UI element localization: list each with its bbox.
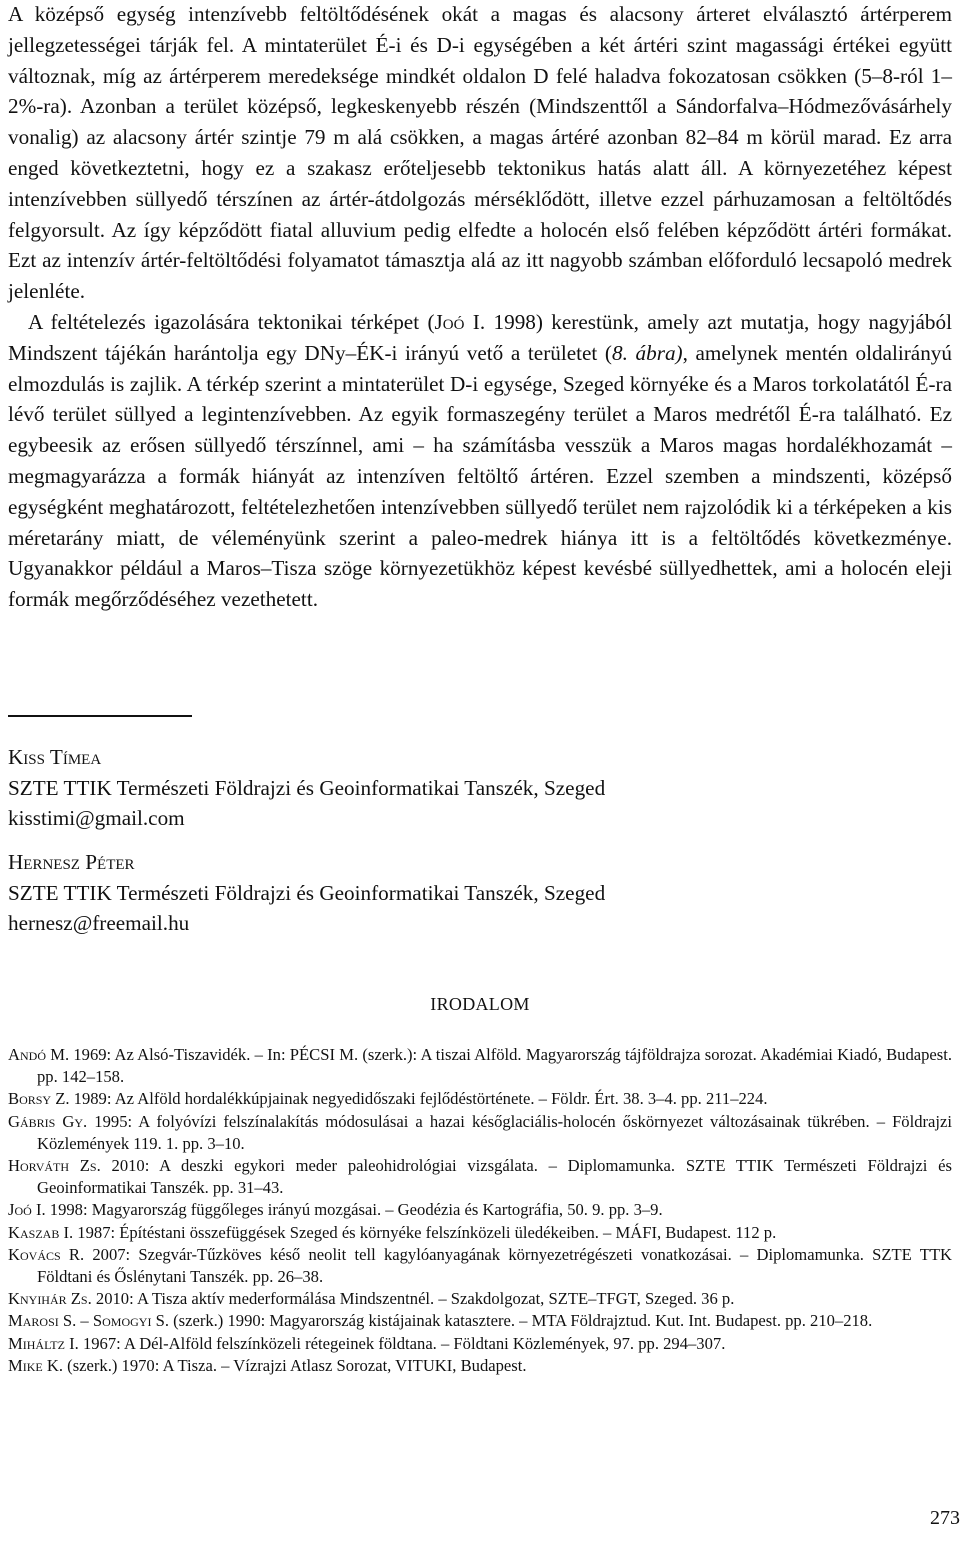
paragraph-2-text-c: , amelynek mentén oldalirányú elmozdulás is zajlik. A térkép szerint a mintaterület D-i egysége, Szeged környéke és a Maros torkolatától É-ra lévő terület süllyed a legintenzívebben. Az egyik formaszegény terület a Maros medrétől É-ra található. Ez egybeesik az erősen süllyedő térszínnel, ami – ha számításba vesszük a Maros magas hordalékhozamát – megmagyarázza a formák hiányát az intenzíven feltöltő ártéren. Ezzel szemben a mindszenti, középső egységként meghatározott, feltételezhetően intenzívebben süllyedő terület nem rajzolódik ki a térképeken a kis méretarány miatt, de véleményünk szerint a paleo-medrek hiánya itt is a feltöltődés következménye. Ugyanakkor például a Maros–Tisza szöge környezetükhöz képest kevésbé süllyedhettek, ami a holocén eleji formák megőrződéséhez vezethetett. — [8, 340, 952, 612]
author-block-2 — [8, 847, 605, 939]
reference-author: Borsy Z. — [8, 1089, 70, 1109]
reference-author: Andó M. — [8, 1045, 70, 1064]
reference-author: Joó I. — [8, 1200, 46, 1220]
body-paragraph-2 — [8, 307, 952, 615]
reference-item — [8, 1155, 952, 1199]
reference-item — [8, 1355, 952, 1377]
reference-item — [8, 1199, 952, 1221]
author-email[interactable]: kisstimi@gmail.com — [8, 806, 185, 830]
reference-text: (szerk.) 1990: Magyarország kistájainak katasztere. – MTA Földrajztud. Kut. Int. Budapest. pp. 210–218. — [168, 1311, 873, 1331]
reference-item — [8, 1088, 952, 1110]
reference-text: 2010: A Tisza aktív mederformálása Mindszentnél. – Szakdolgozat, SZTE–TFGT, Szeged. 36 p. — [91, 1289, 735, 1309]
reference-item — [8, 1222, 952, 1244]
reference-item — [8, 1244, 952, 1288]
reference-author: Marosi S. – Somogyi S. — [8, 1311, 169, 1331]
page-number: 273 — [930, 1507, 960, 1529]
reference-author: Knyihár Zs. — [8, 1289, 92, 1309]
reference-text: 1969: Az Alsó-Tiszavidék. – In: PÉCSI M. (szerk.): A tiszai Alföld. Magyarország tájföldrajza sorozat. Akadémiai Kiadó, Budapest. pp. 142–158. — [37, 1045, 952, 1087]
reference-text: 2007: Szegvár-Tűzköves késő neolit tell kagylóanyagának környezetrégészeti vonatkozásai. – Diplomamunka. SZTE TTK Földtani és Őslénytani Tanszék. pp. 26–38. — [37, 1244, 952, 1287]
reference-item — [8, 1111, 952, 1155]
author-block-1 — [8, 742, 605, 834]
reference-text: (szerk.) 1970: A Tisza. – Vízrajzi Atlasz Sorozat, VITUKI, Budapest. — [63, 1355, 527, 1375]
references-list — [8, 1044, 952, 1377]
reference-author: Kovács R. — [8, 1244, 85, 1264]
article-body — [8, 0, 952, 615]
reference-text: 1987: Építéstani összefüggések Szeged és környéke felszínközeli üledékeiben. – MÁFI, Budapest. 112 p. — [73, 1222, 777, 1242]
reference-item — [8, 1310, 952, 1332]
paragraph-2-text-a: A feltételezés igazolására tektonikai térképet ( — [28, 309, 435, 334]
reference-item — [8, 1288, 952, 1310]
citation-author: Joó — [434, 309, 465, 334]
reference-author: Horváth Zs. — [8, 1156, 101, 1176]
reference-item — [8, 1333, 952, 1355]
reference-item — [8, 1044, 952, 1088]
separator-rule — [8, 715, 192, 717]
reference-text: 2010: A deszki egykori meder paleohidrológiai vizsgálata. – Diplomamunka. SZTE TTIK Természeti Földrajzi és Geoinformatikai Tanszék. pp. 31–43. — [37, 1156, 952, 1198]
body-paragraph-1: A középső egység intenzívebb feltöltődésének okát a magas és alacsony árteret elválasztó ártérperem jellegzetességei tárják fel. A mintaterület É-i és D-i egységében a két ártéri szint magassági értékei együtt változnak, míg az ártérperem meredeksége mindkét oldalon D felé haladva fokozatosan csökken (5–8-ról 1–2%-ra). Azonban a terület középső, legkeskenyebb részén (Mindszenttől a Sándorfalva–Hódmezővásárhely vonalig) az alacsony ártér szintje 79 m alá csökken, a magas ártéré azonban 82–84 m körül marad. Ez arra enged következtetni, hogy ez a szakasz erőteljesebb tektonikus hatás alatt áll. A környezetéhez képest intenzívebben süllyedő térszínen az ártér-átdolgozás mérséklődött, illetve ezzel párhuzamosan a feltöltődés felgyorsult. Az így képződött fiatal alluvium pedig elfedte a holocén első felében képződött ártéri formákat. Ezt az intenzív ártér-feltöltődési folyamatot támasztja alá az itt nagyobb számban előforduló lecsapoló medrek jelenléte. — [8, 2, 952, 304]
reference-author: Miháltz I. — [8, 1333, 79, 1353]
paragraph-2-text-b: I. 1998) kerestünk, amely azt mutatja, hogy nagyjából Mindszent tájékán harántolja egy DNy–ÉK-i irányú vető a területet ( — [8, 309, 952, 365]
references-heading: IRODALOM — [430, 994, 530, 1014]
author-affiliation: SZTE TTIK Természeti Földrajzi és Geoinformatikai Tanszék, Szeged — [8, 880, 606, 905]
reference-text: 1989: Az Alföld hordalékkúpjainak negyedidőszaki fejlődéstörténete. – Földr. Ért. 38. 3–4. pp. 211–224. — [69, 1089, 768, 1109]
reference-author: Gábris Gy. — [8, 1111, 88, 1131]
figure-reference[interactable]: 8. ábra) — [612, 340, 683, 365]
reference-text: 1995: A folyóvízi felszínalakítás módosulásai a hazai későglaciális-holocén őskörnyezet változásainak tükrében. – Földrajzi Közlemények 119. 1. pp. 3–10. — [37, 1111, 952, 1153]
reference-author: Kaszab I. — [8, 1222, 74, 1242]
author-affiliation: SZTE TTIK Természeti Földrajzi és Geoinformatikai Tanszék, Szeged — [8, 775, 606, 800]
author-name: Hernesz Péter — [8, 850, 135, 874]
author-name: Kiss Tímea — [8, 745, 102, 769]
reference-author: Mike K. — [8, 1355, 64, 1375]
reference-text: 1967: A Dél-Alföld felszínközeli rétegeinek földtana. – Földtani Közlemények, 97. pp. 294–307. — [78, 1333, 726, 1353]
reference-text: 1998: Magyarország függőleges irányú mozgásai. – Geodézia és Kartográfia, 50. 9. pp. 3–9. — [45, 1200, 663, 1220]
author-email[interactable]: hernesz@freemail.hu — [8, 911, 190, 935]
